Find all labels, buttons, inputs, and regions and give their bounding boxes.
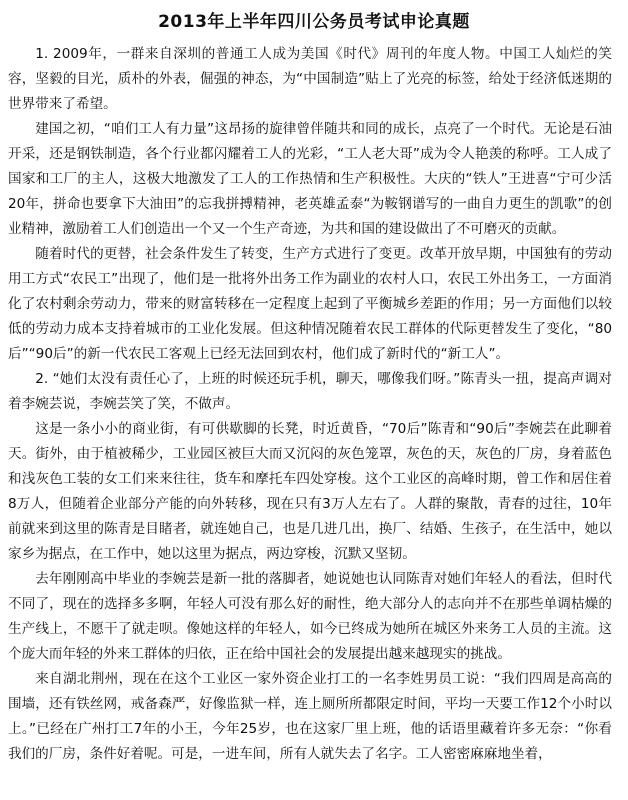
paragraph: 建国之初，“咱们工人有力量”这昂扬的旋律曾伴随共和同的成长，点亮了一个时代。无论是石油开采，还是钢铁制造，各个行业都闪耀着工人的光彩，“工人老大哥”成为令人艳羡的称呼。工人成了国家和工厂的主人，这极大地激发了工人的工作热情和生产积极性。大庆的“铁人”王进喜“宁可少活20年，拼命也要拿下大油田”的忘我拼搏精神，老英雄孟泰“为鞍钢谱写的一曲自力更生的凯歌”的创业精神，激励着工人们创造出一个又一个生产奇迹，为共和国的建设做出了不可磨灭的贡献。	[8, 121, 612, 237]
page-title: 2013年上半年四川公务员考试申论真题	[158, 12, 470, 32]
paragraph: 来自湖北荆州，现在在这个工业区一家外资企业打工的一名李姓男员工说：“我们四周是高高的围墙，还有铁丝网，戒备森严，好像监狱一样，连上厕所所都限定时间，平均一天要工作12个小时以上。”已经在广州打工7年的小王，今年25岁，也在这家厂里上班，他的话语里藏着许多无奈：“你看我们的厂房，条件好着呢。可是，一进车间，所有人就失去了名字。工人密密麻麻地坐着，	[8, 671, 612, 762]
paragraph: 2. “她们太没有责任心了，上班的时候还玩手机，聊天，哪像我们呀。”陈青头一扭，提高声调对着李婉芸说，李婉芸笑了笑，不做声。	[8, 371, 612, 412]
paragraph: 随着时代的更替，社会条件发生了转变，生产方式进行了变更。改革开放早期，中国独有的劳动用工方式“农民工”出现了，他们是一批将外出务工作为副业的农村人口，农民工外出务工，一方面消化了农村剩余劳动力，带来的财富转移在一定程度上起到了平衡城乡差距的作用；另一方面他们以较低的劳动力成本支持着城市的工业化发展。但这种情况随着农民工群体的代际更替发生了变化，“80后”“90后”的新一代农民工客观上已经无法回到农村，他们成了新时代的“新工人”。	[8, 246, 612, 362]
document-body	[8, 42, 612, 767]
paragraph: 这是一条小小的商业街，有可供歇脚的长凳，时近黄昏，“70后”陈青和“90后”李婉芸在此聊着天。街外，由于植被稀少，工业园区被巨大而又沉闷的灰色笼罩，灰色的天，灰色的厂房，身着蓝色和浅灰色工装的女工们来来往往，货车和摩托车四处穿梭。这个工业区的高峰时期，曾工作和居住着8万人，但随着企业部分产能的向外转移，现在只有3万人左右了。人群的聚散，青春的过往，10年前就来到这里的陈青是目睹者，就连她自己，也是几进几出，换厂、结婚、生孩子，在生活中，她以家乡为据点，在工作中，她以这里为据点，两边穿梭，沉默又坚韧。	[8, 421, 612, 562]
paragraph: 1. 2009年，一群来自深圳的普通工人成为美国《时代》周刊的年度人物。中国工人灿烂的笑容，坚毅的目光，质朴的外表，倔强的神态，为“中国制造”贴上了光亮的标签，给处于经济低迷期的世界带来了希望。	[8, 46, 612, 112]
paragraph: 去年刚刚高中毕业的李婉芸是新一批的落脚者，她说她也认同陈青对她们年轻人的看法，但时代不同了，现在的选择多多啊，年轻人可没有那么好的耐性，绝大部分人的志向并不在那些单调枯燥的生产线上，不愿干了就走呗。像她这样的年轻人，如今已终成为她所在城区外来务工人员的主流。这个庞大而年轻的外来工群体的归依，正在给中国社会的发展提出越来越现实的挑战。	[8, 571, 612, 662]
